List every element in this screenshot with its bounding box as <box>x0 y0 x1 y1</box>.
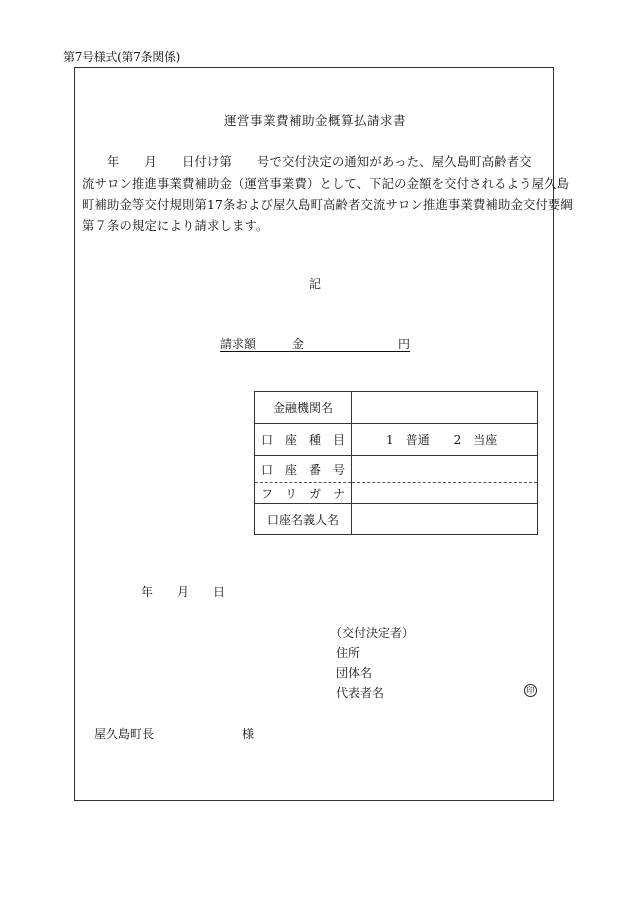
group-name-label: 団体名 <box>336 666 373 680</box>
body-text-line-3: 町補助金等交付規則第17条および屋久島町高齢者交流サロン推進事業費補助金交付要綱 <box>82 198 573 212</box>
body-text-line-1: 年 月 日付け第 号で交付決定の通知があった、屋久島町高齢者交 <box>82 155 532 169</box>
table-row <box>255 483 538 504</box>
bank-account-table <box>254 391 538 535</box>
account-type-label: 口 座 種 目 <box>255 424 352 456</box>
seal-icon: 印 <box>524 684 537 697</box>
account-holder-label: 口座名義人名 <box>255 504 352 535</box>
account-number-field[interactable] <box>352 456 538 483</box>
table-row <box>255 504 538 535</box>
claim-kin: 金 <box>292 337 305 351</box>
addressee-honorific: 様 <box>242 727 255 741</box>
ki-heading: 記 <box>308 277 321 291</box>
account-type-field[interactable]: 1 普通 2 当座 <box>352 424 538 456</box>
claim-amount-line <box>220 335 410 352</box>
addressee-name: 屋久島町長 <box>94 727 155 741</box>
account-number-label: 口 座 番 号 <box>255 456 352 483</box>
table-row <box>255 392 538 424</box>
body-text-line-2: 流サロン推進事業費補助金（運営事業費）として、下記の金額を交付されるよう屋久島 <box>82 177 570 191</box>
furigana-field[interactable] <box>352 483 538 504</box>
body-text-line-4: 第７条の規定により請求します。 <box>82 219 269 233</box>
bank-name-label: 金融機関名 <box>255 392 352 424</box>
furigana-label: フ リ ガ ナ <box>255 483 352 504</box>
account-holder-field[interactable] <box>352 504 538 535</box>
document-title: 運営事業費補助金概算払請求書 <box>223 113 406 128</box>
table-row <box>255 424 538 456</box>
address-label: 住所 <box>336 646 361 660</box>
applicant-heading: （交付決定者） <box>330 626 415 640</box>
claim-yen: 円 <box>398 337 411 351</box>
claim-label: 請求額 <box>220 337 257 351</box>
representative-label: 代表者名 <box>336 686 385 700</box>
form-number-label: 第7号様式(第7条関係) <box>63 50 181 64</box>
table-row <box>255 456 538 483</box>
date-line: 年 月 日 <box>141 585 226 599</box>
bank-name-field[interactable] <box>352 392 538 424</box>
